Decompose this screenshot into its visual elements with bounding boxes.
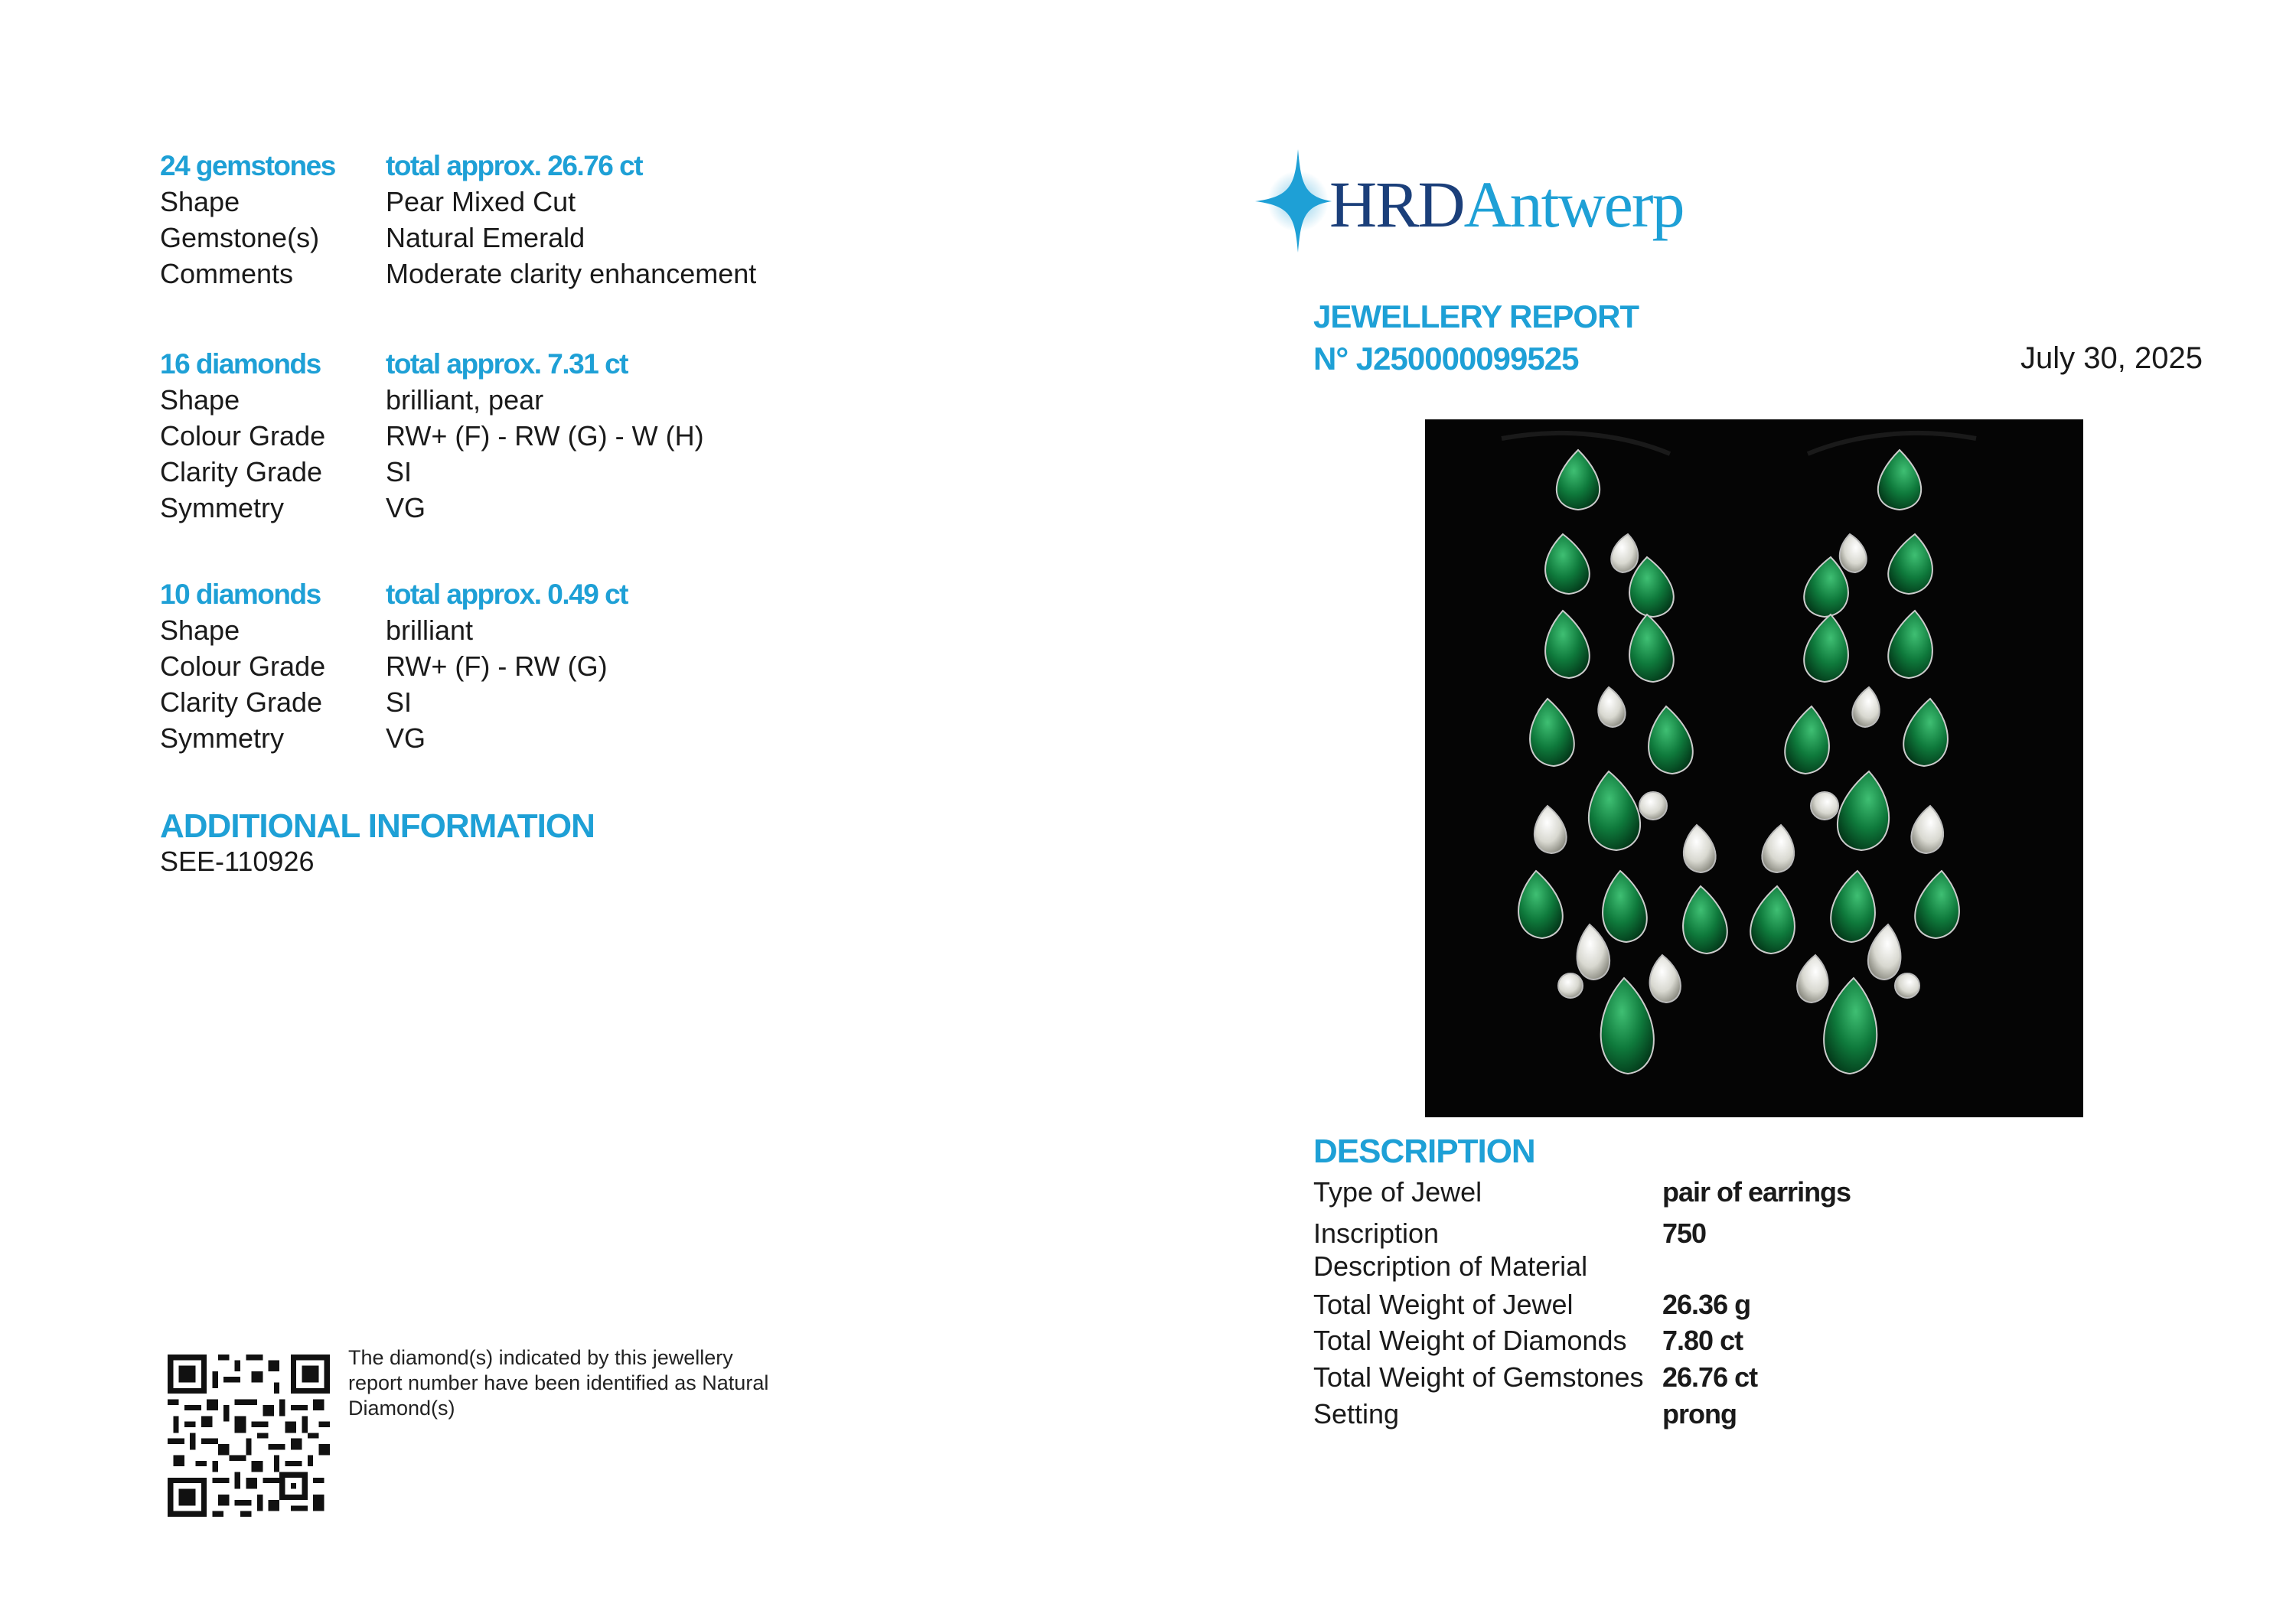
description-value: 26.76 ct [1662,1361,1758,1393]
description-row [1313,1250,1851,1289]
description-label: Setting [1313,1398,1400,1430]
spec-value: Moderate clarity enhancement [386,258,757,289]
qr-note-text: The diamond(s) indicated by this jewellery report number have been identified as Natural Diamond(s) [348,1346,769,1420]
description-row [1313,1218,1851,1250]
spec-label: Shape [160,615,240,646]
section-count: 16 diamonds [160,348,321,380]
spec-row [160,382,925,418]
section-total: total approx. 7.31 ct [386,348,628,380]
additional-info [160,807,925,878]
description-value: pair of earrings [1662,1176,1851,1208]
diamonds-section-2 [160,576,925,756]
spec-row [160,648,925,684]
description-row [1313,1176,1851,1218]
spec-row [160,184,925,220]
spec-value: Pear Mixed Cut [386,186,576,217]
description-title: DESCRIPTION [1313,1133,1535,1170]
description-value: prong [1662,1398,1737,1430]
description-row [1313,1398,1851,1435]
spec-row [160,418,925,454]
description-value: 26.36 g [1662,1289,1751,1320]
spec-row [160,220,925,256]
report-number: N° J250000099525 [1313,341,1579,377]
spec-row [160,612,925,648]
spec-row [160,256,925,292]
spec-value: brilliant [386,615,474,646]
spec-row [160,454,925,490]
spec-value: SI [386,686,413,718]
spec-row [160,684,925,720]
spec-value: RW+ (F) - RW (G) [386,650,608,682]
gemstones-section [160,148,925,292]
earrings-illustration [1425,419,2083,1117]
report-date: July 30, 2025 [2020,341,2203,375]
description-label: Description of Material [1313,1250,1588,1282]
brand-wordmark [1329,166,1684,243]
brand-antwerp: Antwerp [1463,168,1684,241]
spec-row [160,720,925,756]
description-label: Total Weight of Diamonds [1313,1325,1627,1356]
description-row [1313,1325,1851,1361]
section-total: total approx. 0.49 ct [386,579,628,610]
section-total: total approx. 26.76 ct [386,150,643,181]
section-count: 24 gemstones [160,150,335,181]
spec-label: Clarity Grade [160,456,323,487]
spec-label: Symmetry [160,492,284,523]
spec-value: Natural Emerald [386,222,585,253]
description-label: Type of Jewel [1313,1176,1482,1208]
description-label: Total Weight of Gemstones [1313,1361,1644,1393]
diamonds-section-1 [160,346,925,526]
spec-label: Colour Grade [160,420,326,452]
jewel-photo [1425,419,2083,1117]
spec-label: Shape [160,384,240,416]
spec-row [160,490,925,526]
description-value: 750 [1662,1218,1707,1249]
description-table [1313,1176,1851,1435]
qr-code-icon[interactable] [168,1355,330,1517]
spec-label: Comments [160,258,294,289]
brand-hrd: HRD [1329,168,1464,241]
spec-value: SI [386,456,413,487]
description-label: Inscription [1313,1218,1440,1249]
spec-label: Symmetry [160,722,284,754]
description-row [1313,1361,1851,1398]
spec-label: Clarity Grade [160,686,323,718]
section-count: 10 diamonds [160,579,321,610]
spec-label: Gemstone(s) [160,222,320,253]
description-value: 7.80 ct [1662,1325,1743,1356]
description-row [1313,1289,1851,1325]
spec-value: VG [386,722,426,754]
spec-value: VG [386,492,426,523]
additional-info-title: ADDITIONAL INFORMATION [160,807,595,845]
spec-value: RW+ (F) - RW (G) - W (H) [386,420,704,452]
section-header [160,148,925,184]
spec-label: Colour Grade [160,650,326,682]
spec-value: brilliant, pear [386,384,544,416]
additional-info-value: SEE-110926 [160,846,315,877]
report-title: JEWELLERY REPORT [1313,298,1639,334]
section-header [160,346,925,382]
description-label: Total Weight of Jewel [1313,1289,1574,1320]
spec-label: Shape [160,186,240,217]
section-header [160,576,925,612]
